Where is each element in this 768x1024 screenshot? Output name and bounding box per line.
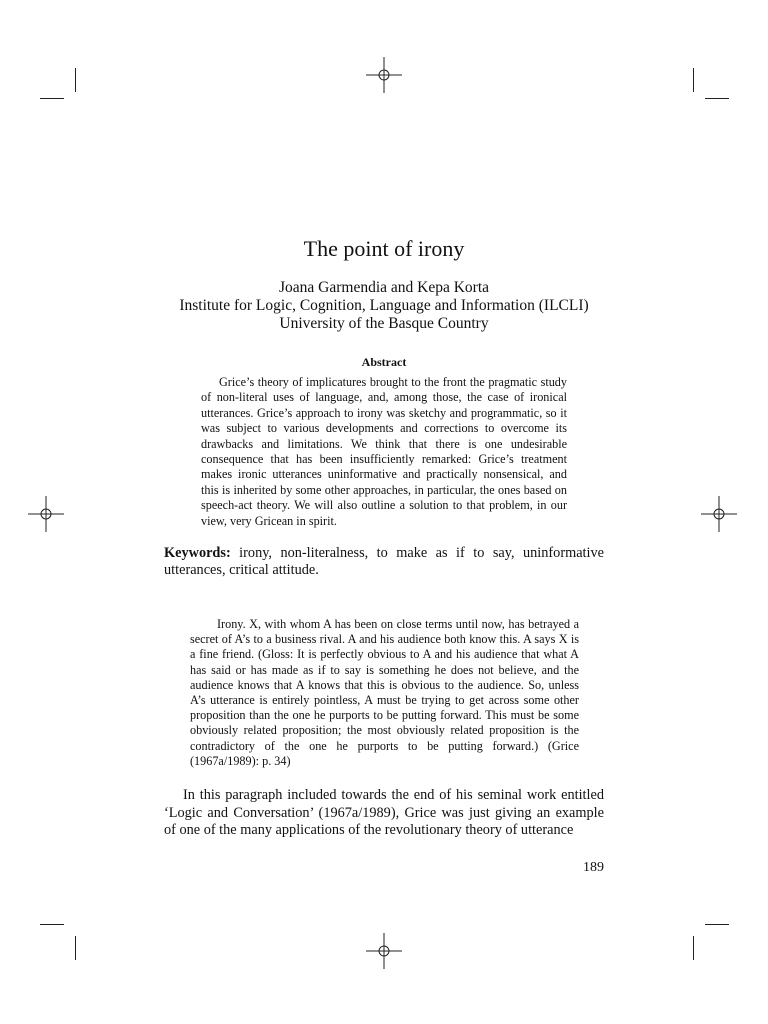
page-number: 189	[583, 860, 604, 875]
registration-mark-top-icon	[364, 55, 404, 95]
crop-mark-top-right-horizontal	[705, 98, 729, 99]
block-quote: Irony. X, with whom A has been on close terms until now, has betrayed a secret of A’s to a business rival. A and his audience both know this. A says X is a fine friend. (Gloss: It is perfectly obvious to A and his audience that what A has said or has made as if to say is something he does not believe, and the audience knows that A knows that this is obvious to the audience. So, unless A’s utterance is entirely pointless, A must be trying to get across some other proposition than the one he purports to be putting forward. This must be some obviously related proposition; the most obviously related proposition is the contradictory of the one he purports to be putting forward.) (Grice (1967a/1989): p. 34)	[190, 617, 579, 768]
crop-mark-top-left-horizontal	[40, 98, 64, 99]
registration-mark-bottom-icon	[364, 931, 404, 971]
institute: Institute for Logic, Cognition, Language and Information (ILCLI)	[179, 297, 589, 314]
keywords	[164, 545, 604, 579]
author-block	[0, 279, 768, 333]
crop-mark-top-left-vertical	[75, 68, 76, 92]
body-paragraph: In this paragraph included towards the end of his seminal work entitled ‘Logic and Conversation’ (1967a/1989), Grice was just giving an example of one of the many applications of the revolutionary theory of utterance	[164, 787, 604, 839]
keywords-label: Keywords:	[164, 545, 231, 561]
registration-mark-right-icon	[699, 494, 739, 534]
crop-mark-bottom-left-horizontal	[40, 924, 64, 925]
crop-mark-top-right-vertical	[693, 68, 694, 92]
crop-mark-bottom-right-vertical	[693, 936, 694, 960]
abstract-text: Grice’s theory of implicatures brought to the front the pragmatic study of non-literal uses of language, and, among those, the case of ironical utterances. Grice’s approach to irony was sketchy and programmatic, so it was subject to various developments and corrections to overcome its drawbacks and limitations. We think that there is one undesirable consequence that has been insufficiently remarked: Grice’s treatment makes ironic utterances uninformative and practically nonsensical, and this is inherited by some other approaches, in particular, the ones based on speech-act theory. We will also outline a solution to that problem, in our view, very Gricean in spirit.	[201, 375, 567, 528]
abstract-heading: Abstract	[361, 355, 407, 369]
article-title: The point of irony	[303, 236, 465, 261]
authors: Joana Garmendia and Kepa Korta	[278, 279, 490, 296]
crop-mark-bottom-left-vertical	[75, 936, 76, 960]
university: University of the Basque Country	[279, 315, 489, 332]
keywords-text: irony, non-literalness, to make as if to say, uninformative utterances, critical attitude.	[164, 545, 604, 578]
crop-mark-bottom-right-horizontal	[705, 924, 729, 925]
registration-mark-left-icon	[26, 494, 66, 534]
